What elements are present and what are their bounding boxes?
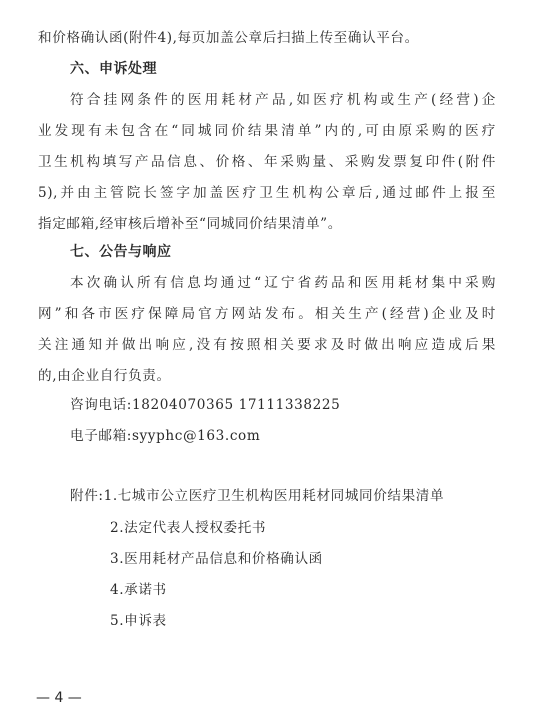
paragraph-line: 本次确认所有信息均通过“辽宁省药品和医用耗材集中采购	[70, 275, 496, 291]
attachment-item: 附件:1.七城市公立医疗卫生机构医用耗材同城同价结果清单	[70, 488, 445, 504]
contact-phone: 咨询电话:18204070365 17111338225	[70, 397, 341, 413]
paragraph-line: 5),并由主管院长签字加盖医疗卫生机构公章后,通过邮件上报至	[38, 185, 496, 201]
attachment-item: 3.医用耗材产品信息和价格确认函	[110, 551, 323, 567]
paragraph-line: 卫生机构填写产品信息、价格、年采购量、采购发票复印件(附件	[38, 154, 496, 170]
paragraph-line: 和价格确认函(附件4),每页加盖公章后扫描上传至确认平台。	[38, 30, 419, 46]
paragraph-line: 的,由企业自行负责。	[38, 368, 171, 384]
contact-email: 电子邮箱:syyphc@163.com	[70, 428, 261, 444]
paragraph-line: 业发现有未包含在“同城同价结果清单”内的,可由原采购的医疗	[38, 123, 496, 139]
paragraph-line: 网”和各市医疗保障局官方网站发布。相关生产(经营)企业及时	[38, 306, 496, 322]
paragraph-line: 指定邮箱,经审核后增补至“同城同价结果清单”。	[38, 216, 342, 232]
page-number: — 4 —	[36, 690, 82, 706]
attachment-item: 5.申诉表	[110, 613, 167, 629]
paragraph-line: 关注通知并做出响应,没有按照相关要求及时做出响应造成后果	[38, 337, 496, 353]
attachment-item: 2.法定代表人授权委托书	[110, 520, 267, 536]
paragraph-line: 符合挂网条件的医用耗材产品,如医疗机构或生产(经营)企	[70, 92, 496, 108]
section-heading: 六、申诉处理	[70, 61, 157, 77]
attachment-item: 4.承诺书	[110, 582, 167, 598]
section-heading: 七、公告与响应	[70, 244, 172, 260]
